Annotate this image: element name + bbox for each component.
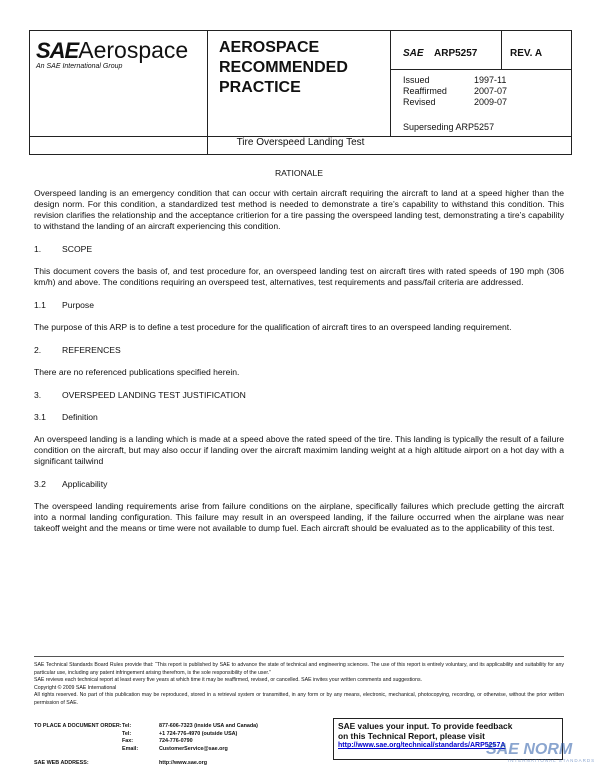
board-rules-text: SAE Technical Standards Board Rules provide that: “This report is published by SAE to advance the state of technical and engineering sciences. The use of this report is entirely voluntary, and its applicability and suitability for any particular use, including any patent infringement arising therefrom, is the sole responsibility of the user.”: [34, 662, 564, 676]
section-title: Applicability: [62, 479, 108, 489]
legal-footer: [34, 662, 564, 708]
web-address-row: [34, 760, 207, 766]
revision-label: REV. A: [510, 48, 543, 59]
sae-mark: SAE: [403, 48, 424, 59]
watermark-subtext: INTERNATIONAL STANDARDS: [508, 758, 596, 763]
section-heading-purpose: [34, 300, 564, 311]
applicability-text: The overspeed landing requirements arise from failure conditions on the airplane, specifically failures which preclude getting the aircraft into a normal landing configuration. This failure may result in an overspeed landing, if the failure occurred when the airplane was near takeoff weight and the means or time were not available to dump fuel. Each aircraft should be evaluated as to the applicability of this test.: [34, 501, 564, 533]
section-title: Definition: [62, 412, 98, 422]
definition-text: An overspeed landing is a landing which is made at a speed above the rated speed of the tire. This landing is typically the result of a failure condition on the aircraft, but may also occur if landing over the aircraft maximim landing weight at a high altitude airport on a hot day with a significant tailwind: [34, 434, 564, 466]
document-title: Tire Overspeed Landing Test: [236, 137, 365, 148]
review-text: SAE reviews each technical report at least every five years at which time it may be reaffirmed, revised, or cancelled. SAE invites your written comments and suggestions.: [34, 677, 422, 684]
section-number: 1.1: [34, 300, 46, 310]
contact-row: [34, 738, 329, 746]
copyright-text: Copyright © 2009 SAE International: [34, 684, 117, 691]
contact-label: Tel:: [122, 723, 132, 729]
document-number: ARP5257: [434, 48, 478, 59]
scope-text: This document covers the basis of, and test procedure for, an overspeed landing test on aircraft tires with rated speeds of 190 mph (306 km/h) and above. The conditions requiring an overspeed test, alternatives, test requirements and pass/fail criteria are addressed.: [34, 266, 564, 287]
date-value: 2009-07: [474, 97, 508, 107]
contact-value: +1 724-776-4970 (outside USA): [159, 730, 238, 737]
web-link[interactable]: http://www.sae.org: [159, 760, 208, 766]
contact-label: Fax:: [122, 738, 134, 745]
contact-label: Tel:: [122, 730, 132, 737]
feedback-text: SAE values your input. To provide feedback: [338, 721, 513, 731]
references-text: There are no referenced publications specified herein.: [34, 367, 240, 377]
contact-email[interactable]: CustomerService@sae.org: [159, 745, 228, 752]
section-number: 3.2: [34, 479, 46, 489]
section-number: 3.: [34, 390, 42, 400]
document-body: [34, 168, 564, 546]
section-heading-references: [34, 345, 564, 356]
sae-norm-watermark: [486, 742, 598, 770]
date-value: 2007-07: [474, 86, 508, 96]
date-row-revised: [403, 97, 507, 108]
rights-text: All rights reserved. No part of this publication may be reproduced, stored in a retrieval system or transmitted, in any form or by any means, electronic, mechanical, photocopying, recording, or otherwise, without the prior written permission of SAE.: [34, 692, 564, 706]
contact-label: Email:: [122, 745, 139, 752]
contact-value: 877-606-7323 (inside USA and Canada): [159, 723, 258, 729]
section-heading-justification: [34, 390, 564, 401]
section-number: 1.: [34, 244, 42, 254]
section-heading-scope: [34, 244, 564, 255]
contact-row: [34, 723, 329, 731]
logo-sae-text: SAE: [36, 38, 79, 63]
section-heading-definition: [34, 412, 564, 423]
section-number: 3.1: [34, 412, 46, 422]
date-label: Reaffirmed: [403, 86, 447, 96]
sae-aerospace-logo: [36, 39, 206, 79]
contact-row: [34, 746, 329, 754]
date-value: 1997-11: [474, 75, 507, 85]
doc-type-line: AEROSPACE: [219, 39, 320, 56]
date-row-reaffirmed: [403, 86, 507, 97]
section-title: OVERSPEED LANDING TEST JUSTIFICATION: [62, 390, 246, 400]
section-number: 2.: [34, 345, 42, 355]
logo-tagline: An SAE International Group: [36, 63, 123, 70]
doc-type-line: PRACTICE: [219, 79, 301, 96]
document-dates: [403, 75, 507, 108]
feedback-link[interactable]: http://www.sae.org/technical/standards/ARP5257A: [338, 742, 506, 750]
date-label: Revised: [403, 97, 436, 107]
section-title: REFERENCES: [62, 345, 121, 355]
logo-aerospace-text: Aerospace: [78, 37, 189, 63]
web-label: SAE WEB ADDRESS:: [34, 760, 89, 766]
section-title: Purpose: [62, 300, 95, 310]
date-row-issued: [403, 75, 507, 86]
contact-value: 724-776-0790: [159, 738, 193, 745]
contact-row: [34, 731, 329, 739]
document-type: [219, 38, 389, 98]
order-label: TO PLACE A DOCUMENT ORDER:: [34, 723, 122, 729]
feedback-text: on this Technical Report, please visit: [338, 730, 485, 741]
watermark-text: SAE NORM: [486, 741, 573, 758]
rationale-heading: RATIONALE: [274, 168, 324, 178]
section-heading-applicability: [34, 479, 564, 490]
purpose-text: The purpose of this ARP is to define a test procedure for the qualification of aircraft tires to an overspeed landing requirement.: [34, 322, 512, 332]
superseding-note: Superseding ARP5257: [403, 122, 495, 132]
order-contacts: [34, 723, 329, 753]
rationale-text: Overspeed landing is an emergency condition that can occur with certain aircraft requiring the aircraft to land at a speed higher than the design norm. For this condition, a standardized test method is needed to demonstrate a tire’s capability to withstand this condition. This revision clarifies the relationship and the acceptance critierion for a tire passing the overspeed landing test, demonstrating a tire’s capability to withstand the landing of an aircraft experiencing this condition.: [34, 188, 564, 231]
doc-type-line: RECOMMENDED: [219, 59, 348, 76]
footer-divider: [34, 656, 564, 657]
section-title: SCOPE: [62, 244, 93, 254]
date-label: Issued: [403, 75, 430, 85]
